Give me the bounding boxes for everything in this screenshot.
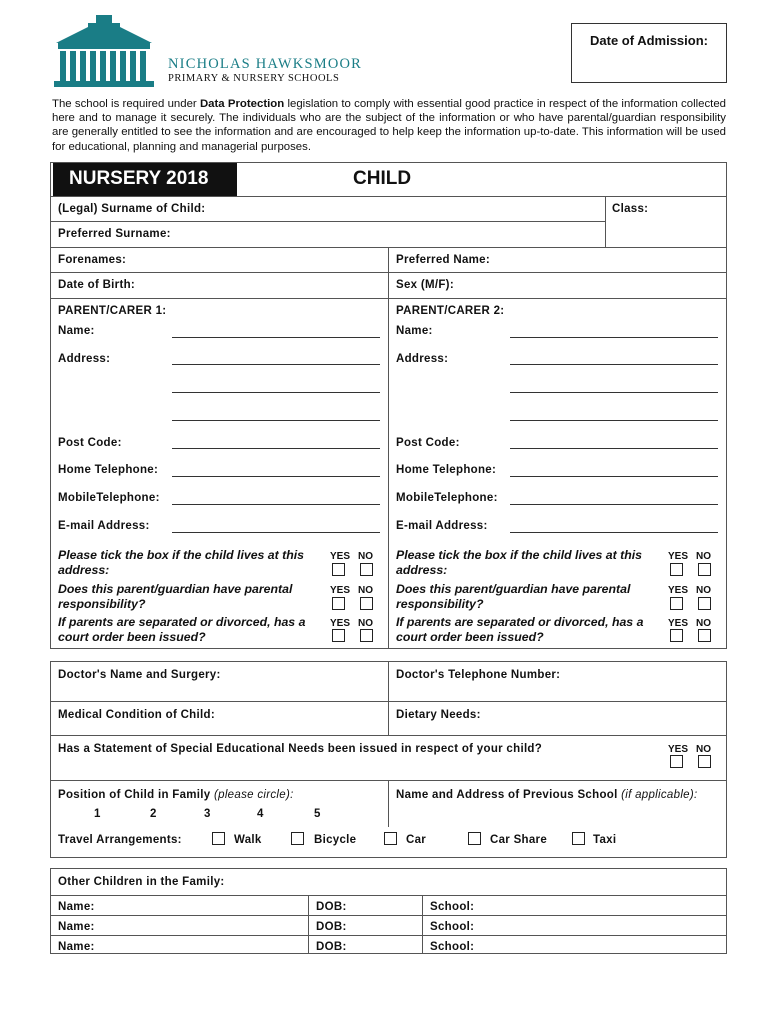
position-label bbox=[58, 789, 294, 801]
parent2-address-line[interactable] bbox=[510, 420, 718, 421]
parent2-mobile-label: MobileTelephone: bbox=[396, 492, 498, 504]
parent2-address-label: Address: bbox=[396, 353, 449, 365]
parent2-hometel-label: Home Telephone: bbox=[396, 464, 497, 476]
parent2-email-label: E-mail Address: bbox=[396, 520, 488, 532]
sibling-name-label: Name: bbox=[58, 941, 95, 953]
parent1-address-line[interactable] bbox=[172, 420, 380, 421]
date-of-admission-label: Date of Admission: bbox=[590, 33, 708, 48]
school-subtitle: PRIMARY & NURSERY SCHOOLS bbox=[168, 73, 340, 84]
parent1-postcode-label: Post Code: bbox=[58, 437, 122, 449]
parent2-lives-yes-checkbox[interactable] bbox=[670, 563, 683, 576]
travel-carshare-label: Car Share bbox=[490, 834, 548, 846]
parent2-q1: Please tick the box if the child lives at this address: bbox=[396, 548, 643, 577]
parent2-name-line[interactable] bbox=[510, 337, 718, 338]
travel-taxi-label: Taxi bbox=[593, 834, 617, 846]
parent2-resp-yes-checkbox[interactable] bbox=[670, 597, 683, 610]
parent1-lives-yes-checkbox[interactable] bbox=[332, 563, 345, 576]
no-label: NO bbox=[696, 551, 711, 562]
parent2-name-label: Name: bbox=[396, 325, 433, 337]
doctor-name-label: Doctor's Name and Surgery: bbox=[58, 669, 221, 681]
yes-label: YES bbox=[668, 618, 689, 629]
sen-yes-checkbox[interactable] bbox=[670, 755, 683, 768]
preferred-name-label: Preferred Name: bbox=[396, 254, 490, 266]
position-option-1[interactable]: 1 bbox=[94, 808, 101, 820]
prev-school-label bbox=[396, 789, 698, 801]
school-name: NICHOLAS HAWKSMOOR bbox=[168, 56, 363, 72]
parent1-name-line[interactable] bbox=[172, 337, 380, 338]
forenames-label: Forenames: bbox=[58, 254, 127, 266]
position-option-5[interactable]: 5 bbox=[314, 808, 321, 820]
parent1-q3: If parents are separated or divorced, has a court order been issued? bbox=[58, 615, 306, 644]
prev-school-text: Name and Address of Previous School bbox=[396, 789, 618, 801]
no-label: NO bbox=[696, 744, 711, 755]
travel-label: Travel Arrangements: bbox=[58, 834, 182, 846]
parent1-resp-no-checkbox[interactable] bbox=[360, 597, 373, 610]
preferred-surname-label: Preferred Surname: bbox=[58, 228, 171, 240]
parent1-hometel-line[interactable] bbox=[172, 476, 380, 477]
yes-label: YES bbox=[330, 618, 351, 629]
parent1-mobile-label: MobileTelephone: bbox=[58, 492, 160, 504]
date-of-admission-field[interactable] bbox=[571, 23, 727, 83]
dietary-needs-label: Dietary Needs: bbox=[396, 709, 481, 721]
yes-label: YES bbox=[330, 585, 351, 596]
intro-text-1: The school is required under bbox=[52, 98, 200, 110]
sen-no-checkbox[interactable] bbox=[698, 755, 711, 768]
yes-label: YES bbox=[668, 744, 689, 755]
position-note: (please circle): bbox=[214, 789, 294, 801]
sibling-name-label: Name: bbox=[58, 901, 95, 913]
travel-walk-label: Walk bbox=[234, 834, 262, 846]
parent1-email-line[interactable] bbox=[172, 532, 380, 533]
child-heading: CHILD bbox=[353, 168, 412, 189]
parent1-email-label: E-mail Address: bbox=[58, 520, 150, 532]
parent2-email-line[interactable] bbox=[510, 532, 718, 533]
parent2-resp-no-checkbox[interactable] bbox=[698, 597, 711, 610]
no-label: NO bbox=[358, 585, 373, 596]
parent2-hometel-line[interactable] bbox=[510, 476, 718, 477]
dob-label: Date of Birth: bbox=[58, 279, 136, 291]
parent2-q2: Does this parent/guardian have parental responsibility? bbox=[396, 582, 631, 611]
parent1-address-line[interactable] bbox=[172, 392, 380, 393]
yes-label: YES bbox=[668, 551, 689, 562]
sibling-dob-label: DOB: bbox=[316, 901, 347, 913]
class-label: Class: bbox=[612, 203, 649, 215]
parent2-heading: PARENT/CARER 2: bbox=[396, 305, 505, 317]
parent2-court-yes-checkbox[interactable] bbox=[670, 629, 683, 642]
medical-condition-label: Medical Condition of Child: bbox=[58, 709, 215, 721]
parent1-name-label: Name: bbox=[58, 325, 95, 337]
sex-label: Sex (M/F): bbox=[396, 279, 454, 291]
sibling-school-label: School: bbox=[430, 921, 475, 933]
parent1-address-label: Address: bbox=[58, 353, 111, 365]
parent2-postcode-label: Post Code: bbox=[396, 437, 460, 449]
parent2-mobile-line[interactable] bbox=[510, 504, 718, 505]
no-label: NO bbox=[358, 618, 373, 629]
intro-paragraph bbox=[52, 97, 726, 154]
parent1-resp-yes-checkbox[interactable] bbox=[332, 597, 345, 610]
siblings-heading: Other Children in the Family: bbox=[58, 876, 225, 888]
form-title: NURSERY 2018 bbox=[53, 163, 237, 196]
parent2-postcode-line[interactable] bbox=[510, 448, 718, 449]
sibling-school-label: School: bbox=[430, 941, 475, 953]
travel-bicycle-label: Bicycle bbox=[314, 834, 357, 846]
parent2-court-no-checkbox[interactable] bbox=[698, 629, 711, 642]
travel-carshare-checkbox[interactable] bbox=[468, 832, 481, 845]
parent1-hometel-label: Home Telephone: bbox=[58, 464, 159, 476]
position-text: Position of Child in Family bbox=[58, 789, 211, 801]
sibling-school-label: School: bbox=[430, 901, 475, 913]
parent1-q2: Does this parent/guardian have parental responsibility? bbox=[58, 582, 293, 611]
no-label: NO bbox=[358, 551, 373, 562]
travel-bicycle-checkbox[interactable] bbox=[291, 832, 304, 845]
travel-car-label: Car bbox=[406, 834, 427, 846]
parent1-lives-no-checkbox[interactable] bbox=[360, 563, 373, 576]
parent1-heading: PARENT/CARER 1: bbox=[58, 305, 167, 317]
travel-car-checkbox[interactable] bbox=[384, 832, 397, 845]
sibling-dob-label: DOB: bbox=[316, 941, 347, 953]
no-label: NO bbox=[696, 585, 711, 596]
doctor-tel-label: Doctor's Telephone Number: bbox=[396, 669, 561, 681]
travel-taxi-checkbox[interactable] bbox=[572, 832, 585, 845]
parent2-address-line[interactable] bbox=[510, 364, 718, 365]
parent1-q1: Please tick the box if the child lives at this address: bbox=[58, 548, 305, 577]
parent2-q3: If parents are separated or divorced, has a court order been issued? bbox=[396, 615, 644, 644]
position-option-4[interactable]: 4 bbox=[257, 808, 264, 820]
school-logo bbox=[50, 15, 158, 87]
parent1-address-line[interactable] bbox=[172, 364, 380, 365]
position-option-2[interactable]: 2 bbox=[150, 808, 157, 820]
parent1-postcode-line[interactable] bbox=[172, 448, 380, 449]
sen-question: Has a Statement of Special Educational Needs been issued in respect of your child? bbox=[58, 743, 543, 755]
legal-surname-label: (Legal) Surname of Child: bbox=[58, 203, 206, 215]
no-label: NO bbox=[696, 618, 711, 629]
yes-label: YES bbox=[330, 551, 351, 562]
yes-label: YES bbox=[668, 585, 689, 596]
sibling-dob-label: DOB: bbox=[316, 921, 347, 933]
parent1-mobile-line[interactable] bbox=[172, 504, 380, 505]
prev-school-note: (if applicable): bbox=[621, 789, 698, 801]
parent2-address-line[interactable] bbox=[510, 392, 718, 393]
travel-walk-checkbox[interactable] bbox=[212, 832, 225, 845]
parent2-lives-no-checkbox[interactable] bbox=[698, 563, 711, 576]
sibling-name-label: Name: bbox=[58, 921, 95, 933]
parent1-court-no-checkbox[interactable] bbox=[360, 629, 373, 642]
intro-bold: Data Protection bbox=[199, 98, 285, 110]
position-option-3[interactable]: 3 bbox=[204, 808, 211, 820]
intro-text-2: legislation to comply with essential good practice in respect of the information collected here and to manage it securely. The individuals who are the subject of the information or who have parental/guardian responsibility are generally entitled to see the information and are encouraged to help keep the information up-to-date. This information will be used for educational, planning and managerial purposes. bbox=[52, 98, 726, 153]
parent1-court-yes-checkbox[interactable] bbox=[332, 629, 345, 642]
